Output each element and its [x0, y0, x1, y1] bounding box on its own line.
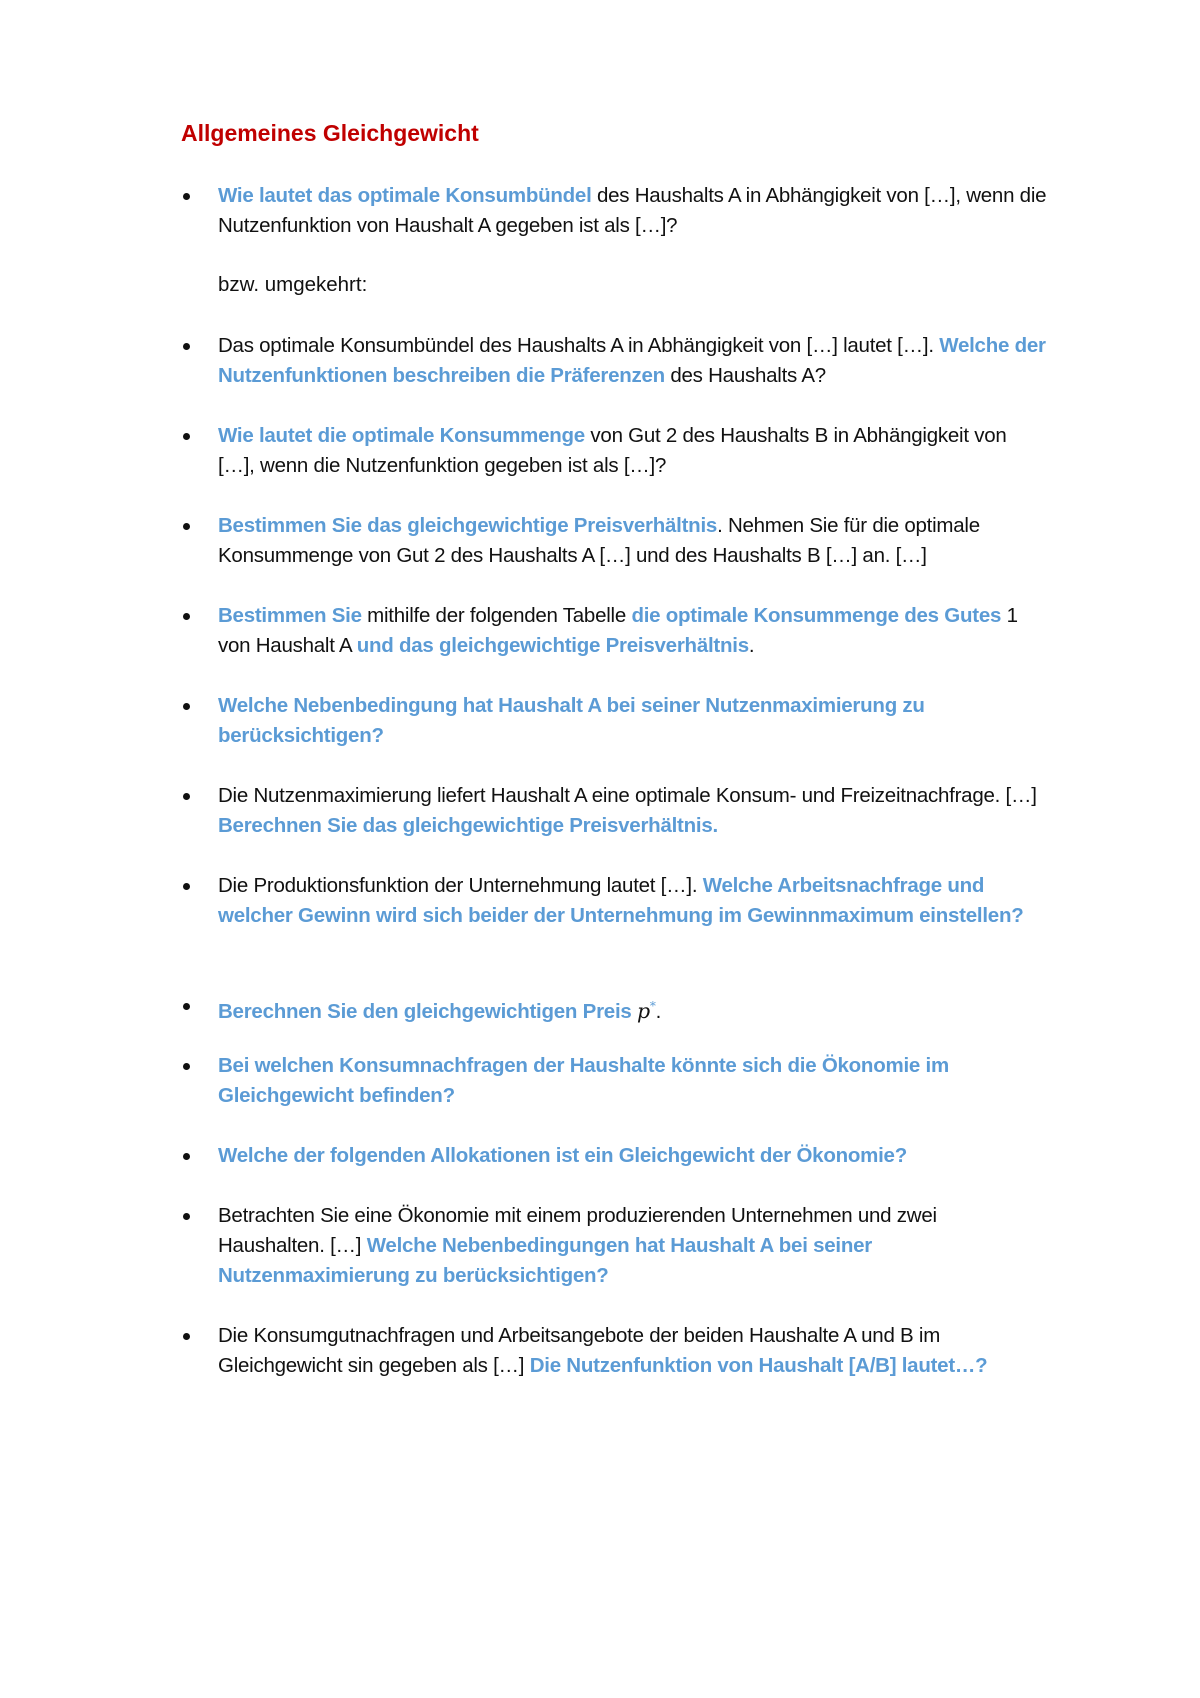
question-highlight: und das gleichgewichtige Preisverhältnis	[356, 634, 749, 657]
question-text: Das optimale Konsumbündel des Haushalts A in Abhängigkeit von […] lautet […].	[218, 334, 940, 357]
question-text: mithilfe der folgenden Tabelle	[361, 604, 632, 627]
question-highlight: Welche der Nutzenfunktionen beschreiben die Präferenzen	[218, 334, 1046, 387]
bullet-icon	[183, 883, 190, 890]
question-highlight: Berechnen Sie den gleichgewichtigen Preis	[218, 999, 637, 1023]
math-superscript: *	[649, 999, 656, 1013]
list-item-text	[218, 601, 1048, 661]
question-text: Die Konsumgutnachfragen und Arbeitsangebote der beiden Haushalte A und B im Gleichgewicht sin gegeben als […]	[218, 1324, 941, 1377]
question-highlight: Berechnen Sie das gleichgewichtige Preisverhältnis.	[218, 814, 718, 837]
question-text: des Haushalts A?	[664, 364, 826, 387]
question-text: von Gut 2 des Haushalts B in Abhängigkeit von […], wenn die Nutzenfunktion gegeben ist als […]?	[218, 424, 1007, 477]
question-highlight: Wie lautet das optimale Konsumbündel	[218, 184, 592, 207]
list-item-text	[218, 1051, 1048, 1111]
bullet-icon	[183, 1333, 190, 1340]
question-highlight: Bestimmen Sie das gleichgewichtige Preisverhältnis	[218, 514, 718, 537]
question-highlight: Welche Arbeitsnachfrage und welcher Gewinn wird sich beider der Unternehmung im Gewinnmaximum einstellen?	[218, 874, 1024, 927]
bullet-icon	[183, 193, 190, 200]
list-item-text	[218, 991, 1048, 1027]
question-text: Die Produktionsfunktion der Unternehmung lautet […].	[218, 874, 703, 897]
question-text: . Nehmen Sie für die optimale Konsummenge von Gut 2 des Haushalts A […] und des Haushalts B […] an. […]	[218, 514, 980, 567]
question-highlight: Bestimmen Sie	[218, 604, 362, 627]
list-item-text	[218, 871, 1048, 931]
bullet-icon	[183, 1213, 190, 1220]
question-highlight: Welche der folgenden Allokationen ist ein Gleichgewicht der Ökonomie?	[218, 1144, 907, 1167]
list-item-text	[218, 691, 1048, 751]
list-item-text	[218, 1321, 1048, 1381]
note-text: bzw. umgekehrt:	[218, 273, 368, 296]
list-item-text	[218, 421, 1048, 481]
bullet-icon	[183, 703, 190, 710]
question-text: .	[655, 999, 662, 1023]
list-item-text	[218, 511, 1048, 571]
question-highlight: die optimale Konsummenge des Gutes	[631, 604, 1002, 627]
bullet-icon	[183, 1063, 190, 1070]
bullet-icon	[183, 523, 190, 530]
question-text: des Haushalts A in Abhängigkeit von […], wenn die Nutzenfunktion von Haushalt A gegeben ist als […]?	[218, 184, 1047, 237]
page-title: Allgemeines Gleichgewicht	[181, 120, 479, 146]
question-highlight: Die Nutzenfunktion von Haushalt [A/B] lautet…?	[529, 1354, 988, 1377]
question-highlight: Welche Nebenbedingungen hat Haushalt A bei seiner Nutzenmaximierung zu berücksichtigen?	[218, 1234, 872, 1287]
bullet-icon	[183, 613, 190, 620]
list-item-text	[218, 1141, 1048, 1171]
list-item-text	[218, 781, 1048, 841]
bullet-icon	[183, 1153, 190, 1160]
question-highlight: Bei welchen Konsumnachfragen der Haushalte könnte sich die Ökonomie im Gleichgewicht befinden?	[218, 1054, 949, 1107]
question-text: .	[748, 634, 755, 657]
question-highlight: Welche Nebenbedingung hat Haushalt A bei seiner Nutzenmaximierung zu berücksichtigen?	[218, 694, 925, 747]
bullet-icon	[183, 433, 190, 440]
question-text: Betrachten Sie eine Ökonomie mit einem produzierenden Unternehmen und zwei Haushalten. […]	[218, 1204, 937, 1257]
list-item-text	[218, 331, 1048, 391]
bullet-icon	[183, 1003, 190, 1010]
list-item-text	[218, 1201, 1048, 1291]
list-item-text	[218, 181, 1048, 241]
question-highlight: Wie lautet die optimale Konsummenge	[218, 424, 585, 447]
math-variable: p	[637, 998, 650, 1023]
bullet-icon	[183, 343, 190, 350]
bullet-icon	[183, 793, 190, 800]
question-text: 1 von Haushalt A	[218, 604, 1018, 657]
question-text: Die Nutzenmaximierung liefert Haushalt A eine optimale Konsum- und Freizeitnachfrage. […]	[218, 784, 1037, 807]
